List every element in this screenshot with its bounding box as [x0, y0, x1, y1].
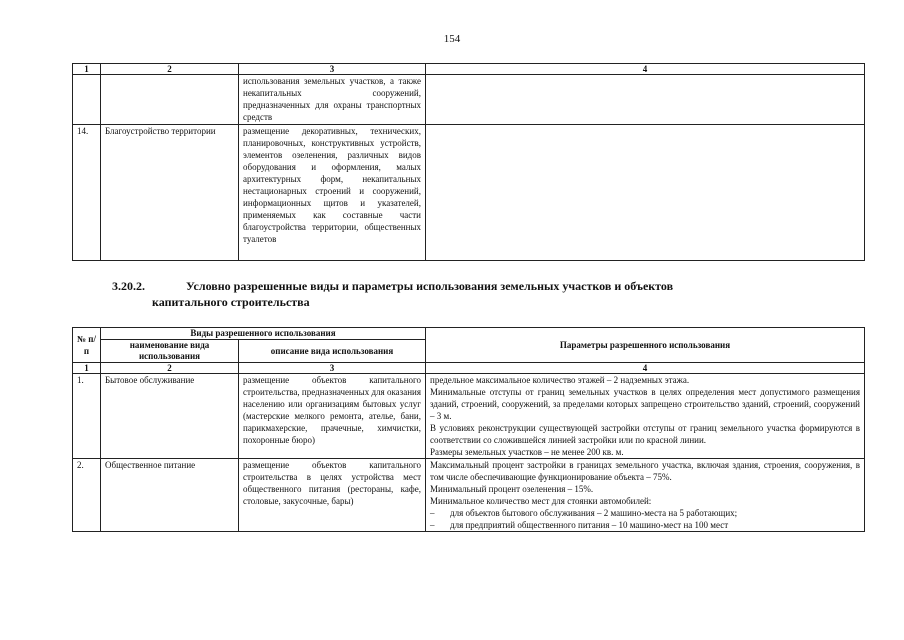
table-row — [73, 459, 865, 532]
header-params: Параметры разрешенного использования — [426, 328, 865, 363]
param-bullet — [430, 519, 860, 531]
header-num: № п/п — [73, 328, 101, 363]
row-number: 1. — [73, 374, 101, 459]
table-row — [73, 374, 865, 459]
land-use-table-continued — [72, 63, 865, 261]
use-params — [426, 374, 865, 459]
param-line: Минимальное количество мест для стоянки автомобилей: — [430, 496, 652, 506]
page-number: 154 — [443, 33, 461, 45]
column-number: 4 — [426, 363, 865, 374]
param-line: Минимальные отступы от границ земельных участков в целях определения мест допустимого размещения зданий, строений, сооружений, за пределами которых запрещено строительство зданий, строений, сооружений – 3 м. — [430, 387, 860, 421]
header-row — [73, 328, 865, 340]
column-number: 3 — [239, 363, 426, 374]
use-description: размещение объектов капитального строительства в целях устройства мест общественного питания (рестораны, кафе, столовые, закусочные, бары) — [239, 459, 426, 532]
table-row — [73, 75, 865, 125]
column-number: 4 — [426, 64, 865, 75]
column-number: 1 — [73, 363, 101, 374]
use-params — [426, 125, 865, 261]
param-line: Минимальный процент озеленения – 15%. — [430, 484, 594, 494]
section-title-line2: капитального строительства — [152, 295, 310, 309]
table-row — [73, 125, 865, 261]
use-name — [101, 75, 239, 125]
use-name: Бытовое обслуживание — [101, 374, 239, 459]
bullet-text: для объектов бытового обслуживания – 2 машино-места на 5 работающих; — [450, 508, 738, 518]
dash-marker: – — [430, 520, 435, 530]
section-number: 3.20.2. — [112, 279, 145, 293]
column-number-row — [73, 64, 865, 75]
use-params — [426, 459, 865, 532]
use-description: размещение объектов капитального строительства, предназначенных для оказания населению или организациям бытовых услуг (мастерские мелкого ремонта, ателье, бани, парикмахерские, прачечные, химчистки, похоронные бюро) — [239, 374, 426, 459]
conditional-use-table — [72, 327, 865, 532]
column-number: 1 — [73, 64, 101, 75]
section-title-line1: Условно разрешенные виды и параметры использования земельных участков и объектов — [186, 279, 674, 293]
bullet-text: для предприятий общественного питания – 10 машино-мест на 100 мест — [450, 520, 729, 530]
use-name: Благоустройство территории — [101, 125, 239, 261]
column-number: 3 — [239, 64, 426, 75]
header-description: описание вида использования — [239, 340, 426, 363]
param-line: Максимальный процент застройки в границах земельного участка, включая здания, строения, сооружения, в том числе обеспечивающие функционирование объекта – 75%. — [430, 460, 860, 482]
param-bullet — [430, 507, 860, 519]
section-heading — [112, 278, 864, 310]
param-line: В условиях реконструкции существующей застройки отступы от границ земельного участка формируются в соответствии со сложившейся линией застройки или по красной линии. — [430, 423, 860, 445]
column-number: 2 — [101, 363, 239, 374]
row-number: 14. — [73, 125, 101, 261]
use-description: использования земельных участков, а также некапитальных сооружений, предназначенных для охраны транспортных средств — [239, 75, 426, 125]
row-number — [73, 75, 101, 125]
param-line: Размеры земельных участков – не менее 200 кв. м. — [430, 447, 624, 457]
dash-marker: – — [430, 508, 435, 518]
row-number: 2. — [73, 459, 101, 532]
use-name: Общественное питание — [101, 459, 239, 532]
column-number-row — [73, 363, 865, 374]
header-group: Виды разрешенного использования — [101, 328, 426, 340]
column-number: 2 — [101, 64, 239, 75]
param-line: предельное максимальное количество этажей – 2 надземных этажа. — [430, 375, 690, 385]
header-name: наименование вида использования — [101, 340, 239, 363]
use-description: размещение декоративных, технических, планировочных, конструктивных устройств, элементов озеленения, различных видов оборудования и оформления, малых архитектурных форм, некапитальных нестационарных строений и сооружений, информационных щитов и указателей, применяемых как составные части благоустройства территории, общественных туалетов — [239, 125, 426, 261]
use-params — [426, 75, 865, 125]
